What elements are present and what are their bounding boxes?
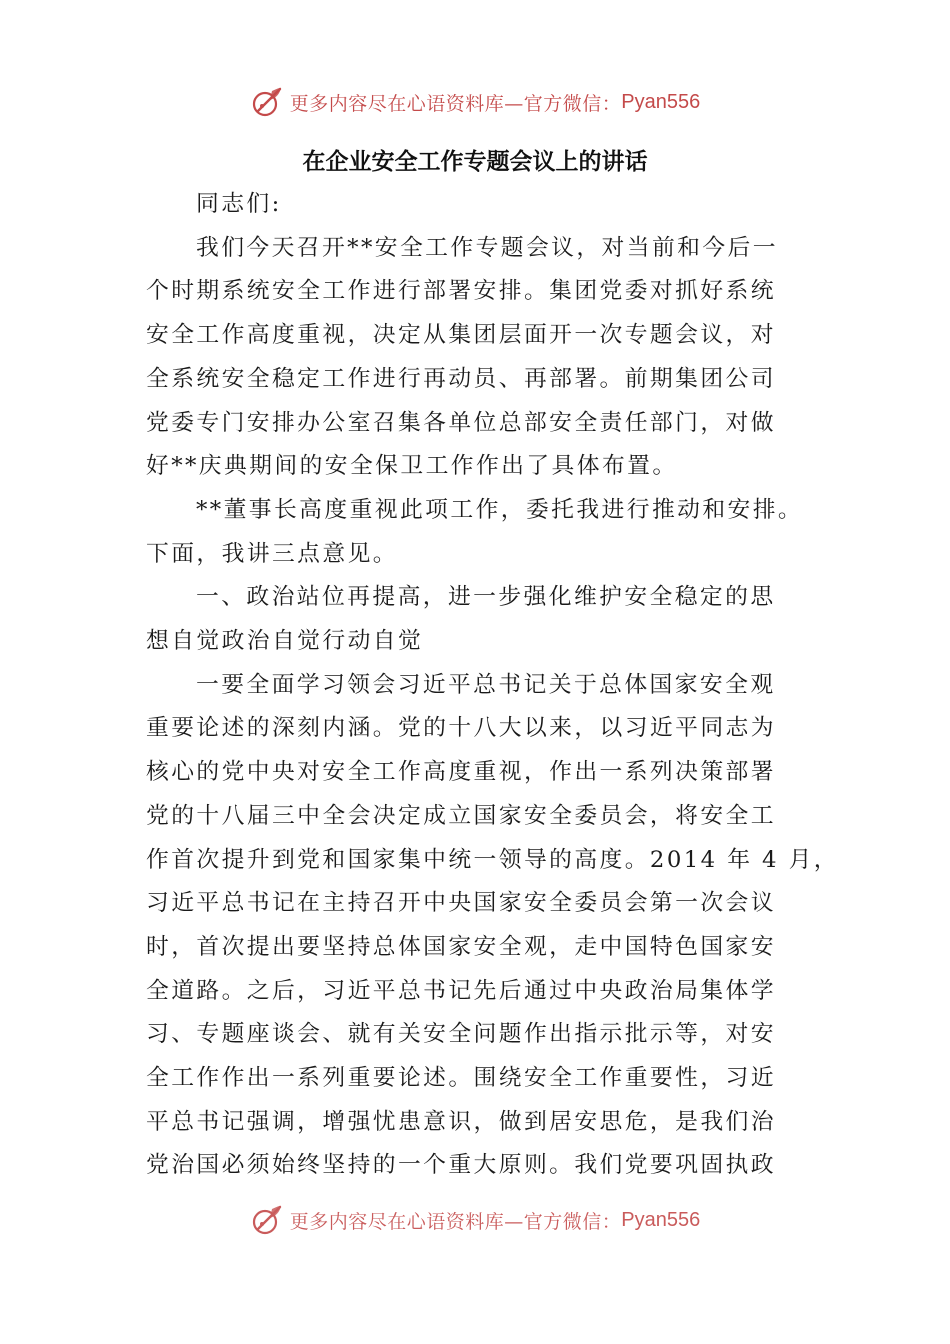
- text-line: 全工作作出一系列重要论述。围绕安全工作重要性，习近: [146, 1065, 776, 1092]
- text-line: 党委专门安排办公室召集各单位总部安全责任部门，对做: [146, 409, 776, 436]
- watermark-header: [0, 82, 950, 122]
- text-line: 个时期系统安全工作进行部署安排。集团党委对抓好系统: [146, 278, 776, 305]
- document-title: 在企业安全工作专题会议上的讲话: [302, 149, 648, 175]
- text-line: 时，首次提出要坚持总体国家安全观，走中国特色国家安: [146, 933, 776, 960]
- text-line: 习、专题座谈会、就有关安全问题作出指示批示等，对安: [146, 1021, 776, 1048]
- quill-logo-icon: [250, 1203, 284, 1237]
- text-line: 我们今天召开**安全工作专题会议，对当前和今后一: [196, 234, 778, 261]
- watermark-wechat-id: Pyan556: [621, 1208, 701, 1231]
- text-line: 核心的党中央对安全工作高度重视，作出一系列决策部署: [146, 759, 776, 786]
- text-line: 全系统安全稳定工作进行再动员、再部署。前期集团公司: [146, 365, 776, 392]
- text-line: 党的十八届三中全会决定成立国家安全委员会，将安全工: [146, 802, 776, 829]
- quill-logo-icon: [250, 85, 284, 119]
- text-line: 下面，我讲三点意见。: [146, 540, 398, 567]
- watermark-text: 更多内容尽在心语资料库—官方微信：: [289, 1210, 622, 1233]
- text-line: 党治国必须始终坚持的一个重大原则。我们党要巩固执政: [146, 1152, 776, 1179]
- text-line: 一、政治站位再提高，进一步强化维护安全稳定的思: [196, 584, 776, 611]
- watermark-wechat-id: Pyan556: [621, 90, 701, 113]
- document-body: [146, 183, 839, 1188]
- text-line: 习近平总书记在主持召开中央国家安全委员会第一次会议: [146, 890, 776, 917]
- text-line: 重要论述的深刻内涵。党的十八大以来，以习近平同志为: [146, 715, 776, 742]
- text-line: 全道路。之后，习近平总书记先后通过中央政治局集体学: [146, 977, 776, 1004]
- text-line: 一要全面学习领会习近平总书记关于总体国家安全观: [196, 671, 776, 698]
- text-line: 作首次提升到党和国家集中统一领导的高度。2014 年 4 月，: [146, 846, 839, 873]
- text-line: 想自觉政治自觉行动自觉: [146, 628, 424, 655]
- text-line: 平总书记强调，增强忧患意识，做到居安思危，是我们治: [146, 1108, 776, 1135]
- watermark-text: 更多内容尽在心语资料库—官方微信：: [289, 92, 622, 115]
- text-line: 好**庆典期间的安全保卫工作作出了具体布置。: [146, 453, 678, 480]
- watermark-footer: [0, 1200, 950, 1240]
- text-line: **董事长高度重视此项工作，委托我进行推动和安排。: [196, 496, 804, 523]
- text-line: 同志们:: [196, 191, 282, 217]
- text-line: 安全工作高度重视，决定从集团层面开一次专题会议，对: [146, 322, 776, 349]
